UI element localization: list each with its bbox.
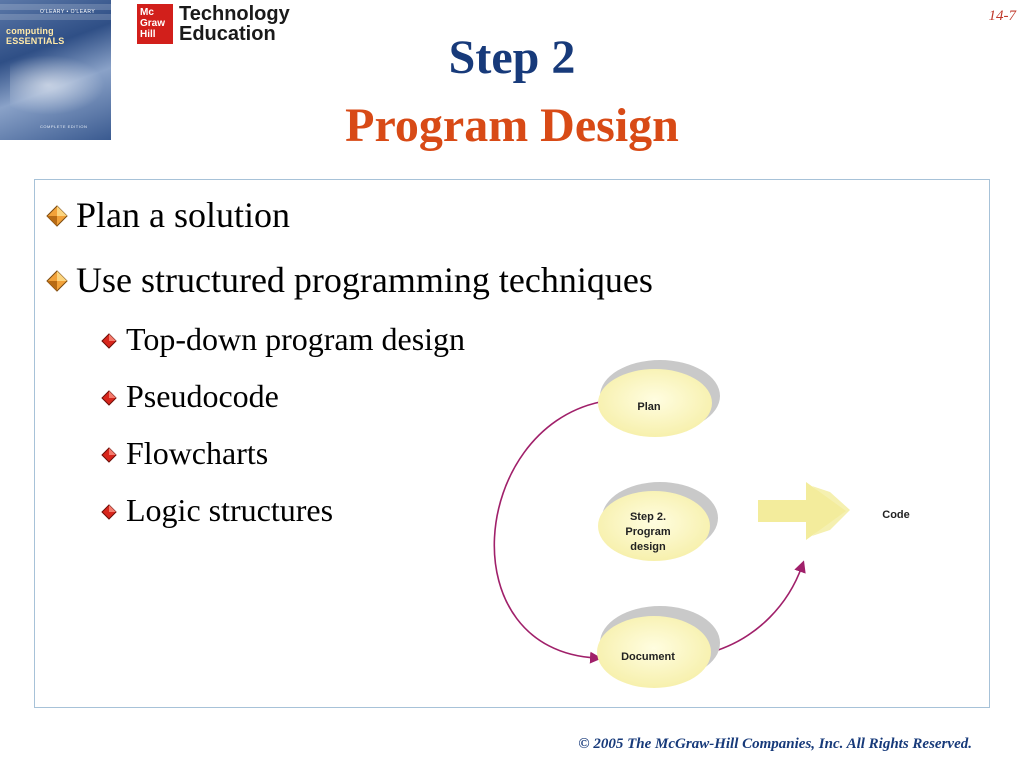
step2-label-line2: Program: [625, 526, 671, 538]
logo-text-line2: Education: [179, 23, 276, 45]
code-arrow: [758, 482, 850, 540]
sub-bullet-text: Pseudocode: [126, 378, 279, 414]
slide-number: 14-7: [988, 8, 1016, 24]
document-node: [597, 606, 720, 688]
book-edition: COMPLETE EDITION: [40, 124, 88, 129]
logo-mark-line: Mc: [140, 7, 154, 18]
logo-mark-line: Graw: [140, 18, 166, 29]
plan-label: Plan: [637, 401, 661, 413]
step2-label-line1: Step 2.: [629, 511, 667, 523]
slide-subtitle: Program Design: [345, 99, 679, 152]
bullet-text: Plan a solution: [76, 195, 290, 235]
plan-node: [598, 360, 720, 437]
sub-bullet-text: Top-down program design: [126, 321, 466, 357]
copyright-footer: © 2005 The McGraw-Hill Companies, Inc. All Rights Reserved.: [578, 736, 972, 752]
cycle-arrow-plan-to-document: [494, 402, 600, 658]
sub-bullet-text: Logic structures: [126, 492, 334, 528]
step2-label-line3: design: [630, 541, 666, 553]
book-authors: O'LEARY • O'LEARY: [40, 9, 96, 15]
logo-text-line1: Technology: [179, 3, 290, 25]
logo-mark-line: Hill: [140, 29, 156, 40]
code-label: Code: [882, 509, 910, 521]
slide-title: Step 2: [448, 31, 576, 84]
sub-bullet-text: Flowcharts: [126, 435, 269, 471]
document-label: Document: [621, 651, 675, 663]
book-brand: computing ESSENTIALS: [6, 26, 65, 46]
bullet-text: Use structured programming techniques: [76, 260, 653, 300]
